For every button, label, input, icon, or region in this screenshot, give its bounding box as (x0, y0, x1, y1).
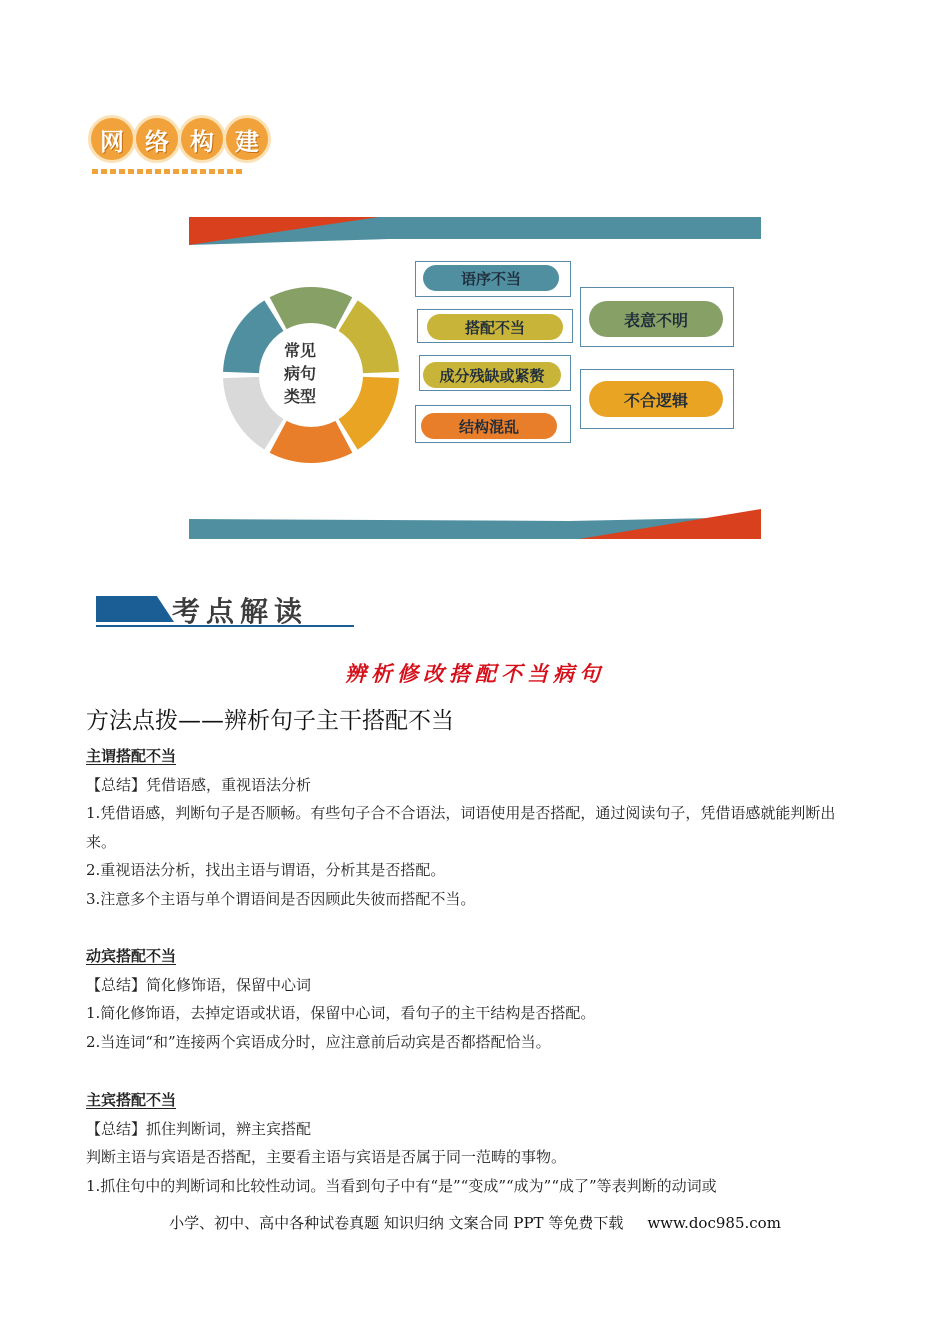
content-line: 3.注意多个主语与单个谓语间是否因顾此失彼而搭配不当。 (86, 889, 476, 908)
section-header-text: 考点解读 (172, 595, 309, 628)
content-line: 2.当连词“和”连接两个宾语成分时，应注意前后动宾是否都搭配恰当。 (86, 1032, 551, 1051)
section-title: 动宾搭配不当 (86, 947, 177, 965)
page-footer (0, 1212, 950, 1233)
section-subject-predicate (86, 742, 862, 913)
pill-structure-chaos: 结构混乱 (421, 413, 557, 439)
badge-char: 网 (88, 115, 136, 163)
ring-label (275, 339, 325, 408)
ring-label-line: 类型 (283, 387, 316, 406)
ring-label-line: 常见 (283, 341, 316, 360)
subtitle: 辨析修改搭配不当病句 (345, 661, 605, 686)
section-title: 主谓搭配不当 (86, 747, 177, 765)
badge-char: 构 (178, 115, 226, 163)
content-line: 2.重视语法分析，找出主语与谓语，分析其是否搭配。 (86, 861, 446, 879)
badge-char: 络 (133, 115, 181, 163)
badge-char: 建 (223, 115, 271, 163)
pill-collocation: 搭配不当 (427, 314, 563, 340)
summary-line: 【总结】凭借语感，重视语法分析 (86, 775, 312, 794)
content-line: 1.简化修饰语，去掉定语或状语，保留中心词，看句子的主干结构是否搭配。 (86, 1004, 596, 1022)
summary-line: 【总结】简化修饰语，保留中心词 (86, 975, 312, 994)
section-verb-object (86, 942, 862, 1056)
pill-missing-redundant: 成分残缺或紧赘 (423, 362, 561, 388)
section-header (96, 590, 358, 632)
page-heading: 方法点拨——辨析句子主干搭配不当 (86, 708, 454, 734)
pill-illogical: 不合逻辑 (589, 381, 723, 417)
sentence-error-diagram (189, 217, 761, 539)
pill-unclear-meaning: 表意不明 (589, 301, 723, 337)
ring-segment (270, 287, 353, 329)
content-line: 1.凭借语感，判断句子是否顺畅。有些句子合不合语法，词语使用是否搭配，通过阅读句子，凭借语感就能判断出来。 (86, 804, 836, 851)
badge-underline (92, 169, 242, 174)
section-subject-object (86, 1086, 862, 1200)
ring-segment (270, 421, 353, 463)
content-line: 1.抓住句中的判断词和比较性动词。当看到句子中有“是”“变成”“成为”“成了”等表判断的动词或 (86, 1176, 717, 1195)
footer-url[interactable]: www.doc985.com (647, 1214, 781, 1232)
section-header-bar (96, 596, 174, 622)
content-line: 判断主语与宾语是否搭配，主要看主语与宾语是否属于同一范畴的事物。 (86, 1148, 567, 1166)
pill-word-order: 语序不当 (423, 265, 559, 291)
summary-line: 【总结】抓住判断词，辨主宾搭配 (86, 1119, 312, 1138)
ring-label-line: 病句 (283, 364, 316, 383)
footer-text: 小学、初中、高中各种试卷真题 知识归纳 文案合同 PPT 等免费下载 (169, 1214, 624, 1232)
ring-segment (339, 377, 399, 450)
section-title: 主宾搭配不当 (86, 1091, 177, 1109)
network-badge (88, 113, 278, 177)
ring-segment (339, 300, 399, 373)
